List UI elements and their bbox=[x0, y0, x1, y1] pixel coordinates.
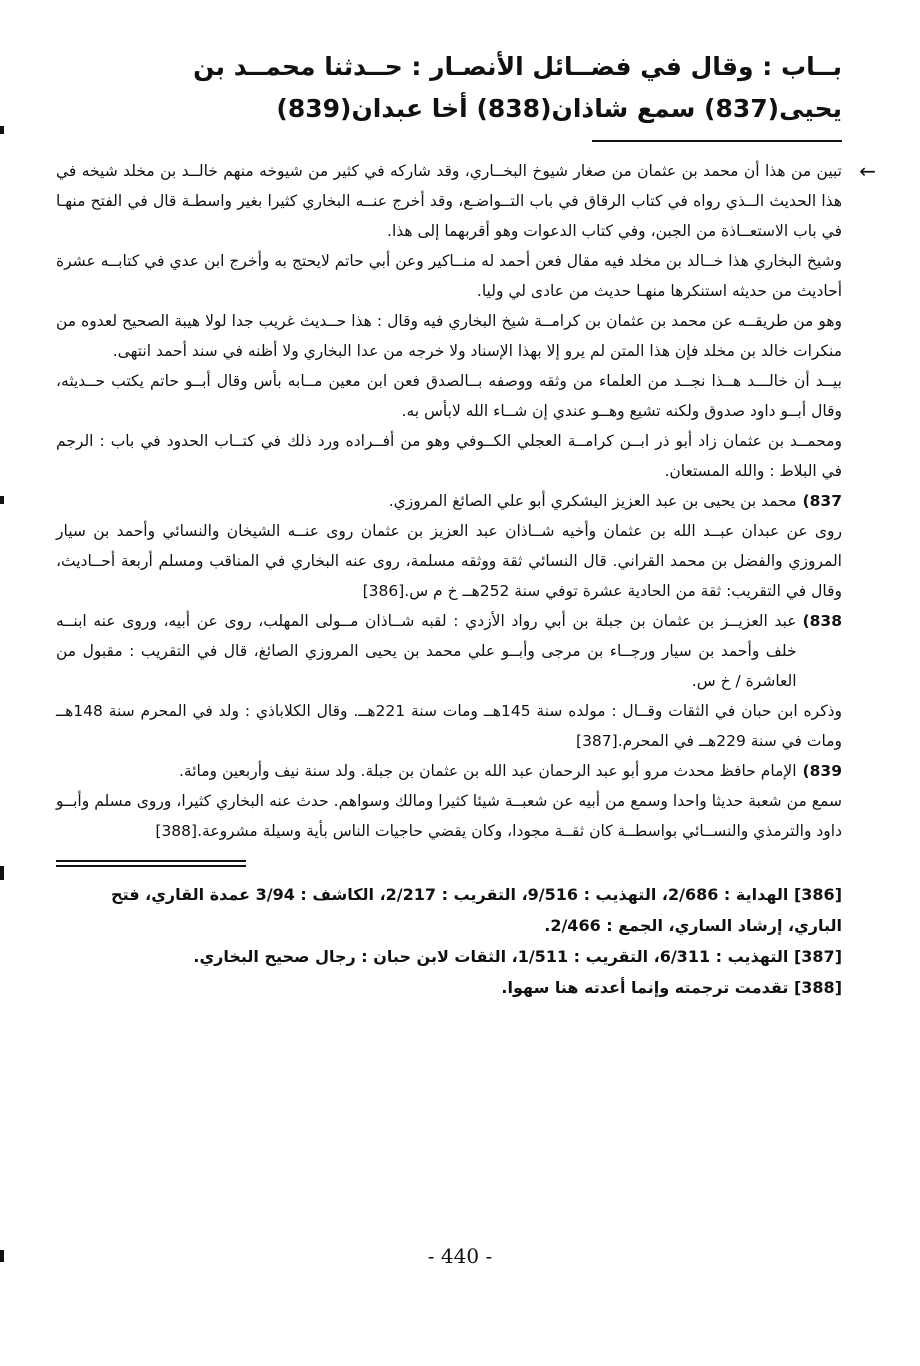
body-paragraph: وهو من طريقــه عن محمد بن عثمان بن كرامــة شيخ البخاري فيه وقال : هذا حــديث غريب جدا لولا هيبة الصحيح لعدوه من منكرات خالد بن مخلد فإن هذا المتن لم يرو إلا بهذا الإسناد ولا خرجه من عدا البخاري ولا أظنه في سند أحمد انتهى. bbox=[56, 312, 842, 360]
scan-margin-mark bbox=[0, 1250, 4, 1262]
note-paragraph: وذكره ابن حبان في الثقات وقــال : مولده سنة 145هــ ومات سنة 221هــ. وقال الكلاباذي : ولد في المحرم سنة 148هــ ومات في سنة 229هــ في المحرم.[387] bbox=[56, 702, 842, 750]
scan-margin-mark bbox=[0, 126, 4, 134]
note-number: (837 bbox=[802, 492, 842, 510]
continuation-arrow-icon: ← bbox=[859, 159, 876, 183]
biography-note-839 bbox=[56, 756, 842, 786]
scan-margin-mark bbox=[0, 496, 4, 504]
footnote-separator bbox=[56, 860, 246, 867]
footnote: [388] تقدمت ترجمته وإنما أعدته هنا سهوا. bbox=[501, 978, 842, 997]
page-number: - 440 - bbox=[427, 1244, 493, 1268]
footnote: [386] الهداية : 2/686، التهذيب : 9/516، التقريب : 2/217، الكاشف : 3/94 عمدة القاري، فتح الباري، إرشاد الساري، الجمع : 2/466. bbox=[111, 885, 842, 935]
chapter-heading: بــاب : وقال في فضــائل الأنصـار : حــدثنا محمــد بن يحيى(837) سمع شاذان(838) أخا عبدان(839) bbox=[193, 52, 842, 123]
note-title: الإمام حافظ محدث مرو أبو عبد الرحمان عبد الله بن عثمان بن جبلة. ولد سنة نيف وأربعين ومائة. bbox=[178, 762, 797, 780]
paragraph-text: تبين من هذا أن محمد بن عثمان من صغار شيوخ البخــاري، وقد شاركه في كثير من شيوخه منهم خالــد بن مخلد شيخه في هذا الحديث الــذي رواه في كتاب الرقاق في باب التــواضـع، وقد أخرج عنــه البخاري كثيرا بغير واسطـة قال في الفتح منهـا في باب الاستعــاذة من الجبن، وفي كتاب الدعوات وهو أقربهما إلى هذا. bbox=[56, 162, 842, 240]
note-paragraph: سمع من شعبة حديثا واحدا وسمع من أبيه عن شعبــة شيئا كثيرا ومالك وسواهم. حدث عنه البخاري كثيرا، وروى مسلم وأبــو داود والترمذي والنســائي بواسطــة كان ثقــة مجودا، وكان يقضي حاجيات الناس بأية وسيلة مشروعة.[388] bbox=[56, 792, 842, 840]
heading-underline bbox=[592, 140, 842, 142]
footnote: [387] التهذيب : 6/311، التقريب : 1/511، الثقات لابن حبان : رجال صحيح البخاري. bbox=[193, 947, 842, 966]
body-paragraph: وشيخ البخاري هذا خــالد بن مخلد فيه مقال فعن أحمد له منــاكير وعن أبي حاتم لايحتج به وأخرج ابن عدي في كتابــه عشرة أحاديث من حديثه استنكرها منهـا حديث من عادى لي وليا. bbox=[56, 252, 842, 300]
page-content bbox=[56, 40, 876, 1003]
note-title: عبد العزيــز بن عثمان بن جبلة بن أبي رواد الأزدي : لقبه شــاذان مــولى المهلب، روى عن أبيه، وروى عنه ابنــه خلف وأحمد بن سيار ورجــاء بن مرجى وأبــو علي محمد بن يحيى المروزي الصائغ، قال في التقريب : مقبول من العاشرة / خ س. bbox=[56, 612, 797, 690]
body-paragraph: ومحمــد بن عثمان زاد أبو ذر ابــن كرامــة العجلي الكــوفي وهو من أفــراده ورد ذلك في كتــاب الحدود في باب : الرجم في البلاط : والله المستعان. bbox=[56, 432, 842, 480]
body-paragraph: بيــد أن خالـــد هــذا نجــد من العلماء من وثقه ووصفه بــالصدق فعن ابن معين مــابه بأس وقال أبــو حاتم يكتب حــديثه، وقال أبــو داود صدوق ولكنه تشيع وهــو عندي إن شــاء الله لابأس به. bbox=[56, 372, 842, 420]
note-number: (838 bbox=[802, 612, 842, 630]
note-number: (839 bbox=[802, 762, 842, 780]
biography-note-837 bbox=[56, 486, 842, 516]
biography-note-838 bbox=[56, 606, 842, 696]
scan-margin-mark bbox=[0, 866, 4, 880]
note-title: محمد بن يحيى بن عبد العزيز اليشكري أبو علي الصائغ المروزي. bbox=[388, 492, 797, 510]
body-paragraph bbox=[56, 156, 876, 246]
note-paragraph: روى عن عبدان عبــد الله بن عثمان وأخيه شــاذان عبد العزيز بن عثمان روى عنــه الشيخان والنسائي وأحمد بن سيار المروزي والفضل بن محمد القراني. قال النسائي ثقة ووثقه مسلمة، روى عنه البخاري في المناقب ومسلم أربعة أحــاديث، وقال في التقريب: ثقة من الحادية عشرة توفي سنة 252هــ خ م س.[386] bbox=[56, 522, 842, 600]
